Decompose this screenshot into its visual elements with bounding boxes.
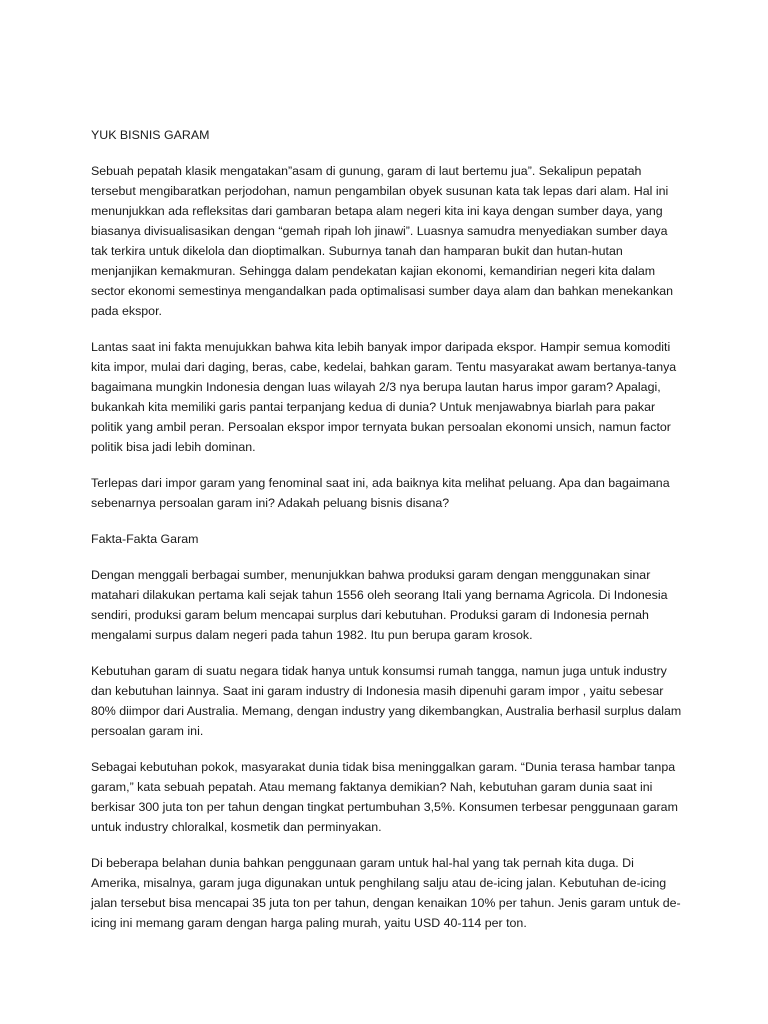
paragraph-world-demand: Sebagai kebutuhan pokok, masyarakat dunia tidak bisa meninggalkan garam. “Dunia terasa hambar tanpa garam,” kata sebuah pepatah. Atau memang faktanya demikian? Nah, kebutuhan garam dunia saat ini berkisar 300 juta ton per tahun dengan tingkat pertumbuhan 3,5%. Konsumen terbesar penggunaan garam untuk industry chloralkal, kosmetik dan perminyakan. — [91, 760, 678, 834]
section-heading: Fakta-Fakta Garam — [91, 532, 199, 546]
paragraph-de-icing: Di beberapa belahan dunia bahkan penggunaan garam untuk hal-hal yang tak pernah kita duga. Di Amerika, misalnya, garam juga digunakan untuk penghilang salju atau de-icing jalan. Kebutuhan de-icing jalan tersebut bisa mencapai 35 juta ton per tahun, dengan kenaikan 10% per tahun. Jenis garam untuk de-icing ini memang garam dengan harga paling murah, yaitu USD 40-114 per ton. — [91, 856, 681, 930]
paragraph-industry-needs: Kebutuhan garam di suatu negara tidak hanya untuk konsumsi rumah tangga, namun juga untuk industry dan kebutuhan lainnya. Saat ini garam industry di Indonesia masih dipenuhi garam impor , yaitu sebesar 80% diimpor dari Australia. Memang, dengan industry yang dikembangkan, Australia berhasil surplus dalam persoalan garam ini. — [91, 664, 682, 738]
document-title: YUK BISNIS GARAM — [91, 128, 210, 142]
paragraph-opportunity: Terlepas dari impor garam yang fenominal saat ini, ada baiknya kita melihat peluang. Apa dan bagaimana sebenarnya persoalan garam ini? Adakah peluang bisnis disana? — [91, 476, 670, 510]
paragraph-history: Dengan menggali berbagai sumber, menunjukkan bahwa produksi garam dengan menggunakan sinar matahari dilakukan pertama kali sejak tahun 1556 oleh seorang Itali yang bernama Agricola. Di Indonesia sendiri, produksi garam belum mencapai surplus dari kebutuhan. Produksi garam di Indonesia pernah mengalami surpus dalam negeri pada tahun 1982. Itu pun berupa garam krosok. — [91, 568, 668, 642]
paragraph-intro: Sebuah pepatah klasik mengatakan”asam di gunung, garam di laut bertemu jua”. Sekalipun pepatah tersebut mengibaratkan perjodohan, namun pengambilan obyek susunan kata tak lepas dari alam. Hal ini menunjukkan ada refleksitas dari gambaran betapa alam negeri kita ini kaya dengan sumber daya, yang biasanya divisualisasikan dengan “gemah ripah loh jinawi”. Luasnya samudra menyediakan sumber daya tak terkira untuk dikelola dan dioptimalkan. Suburnya tanah dan hamparan bukit dan hutan-hutan menjanjikan kemakmuran. Sehingga dalam pendekatan kajian ekonomi, kemandirian negeri kita dalam sector ekonomi semestinya mengandalkan pada optimalisasi sumber daya alam dan bahkan menekankan pada ekspor. — [91, 164, 674, 318]
paragraph-import-facts: Lantas saat ini fakta menujukkan bahwa kita lebih banyak impor daripada ekspor. Hampir semua komoditi kita impor, mulai dari daging, beras, cabe, kedelai, bahkan garam. Tentu masyarakat awam bertanya-tanya bagaimana mungkin Indonesia dengan luas wilayah 2/3 nya berupa lautan harus impor garam? Apalagi, bukankah kita memiliki garis pantai terpanjang kedua di dunia? Untuk menjawabnya biarlah para pakar politik yang ambil peran. Persoalan ekspor impor ternyata bukan persoalan ekonomi unsich, namun factor politik bisa jadi lebih dominan. — [91, 340, 677, 454]
